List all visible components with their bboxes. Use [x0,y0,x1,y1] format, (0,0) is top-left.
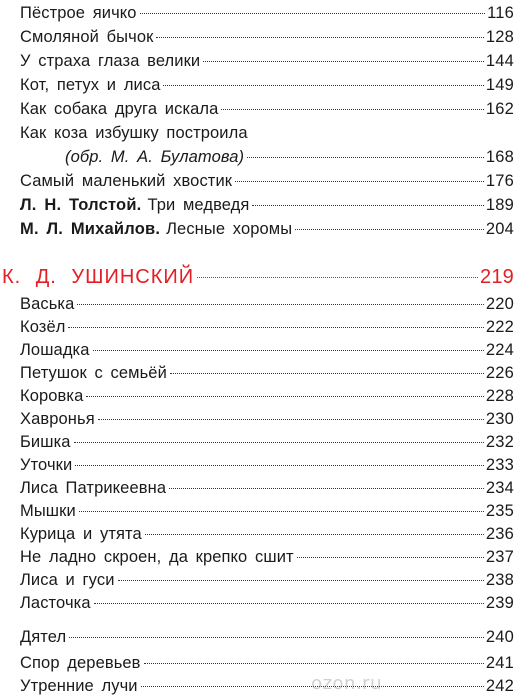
dot-leader [252,205,483,206]
entry-author: Л. Н. Толстой. [20,196,142,214]
entry-title: Мышки [20,502,76,520]
entry-title: Смоляной бычок [20,28,154,46]
entry-page: 239 [485,594,514,612]
toc-entry [0,218,532,240]
dot-leader [203,61,484,62]
entry-title: Три медведя [147,196,250,214]
toc-entry [0,74,532,96]
entry-title: Бишка [20,433,71,451]
entry-title: Кот, петух и лиса [20,76,161,94]
toc-entry [0,362,532,384]
entry-page: 189 [485,196,514,214]
toc-entry [0,339,532,361]
entry-page: 233 [485,456,514,474]
entry-title: Лесные хоромы [166,220,293,238]
dot-leader [144,663,484,664]
dot-leader [156,37,483,38]
entry-page: 222 [485,318,514,336]
entry-title: Коровка [20,387,84,405]
toc-entry [0,569,532,591]
dot-leader [98,419,484,420]
entry-page: 116 [487,4,514,22]
entry-page: 204 [485,220,514,238]
toc-entry [0,316,532,338]
entry-title: Спор деревьев [20,654,141,672]
entry-page: 176 [485,172,514,190]
toc-entry [0,385,532,407]
toc-entry [0,675,532,697]
dot-leader [170,373,484,374]
entry-page: 236 [485,525,514,543]
toc-entry [0,194,532,216]
toc-entry [0,431,532,453]
entry-title: Уточки [20,456,73,474]
entry-title: Самый маленький хвостик [20,172,233,190]
entry-page: 237 [485,548,514,566]
entry-page: 220 [485,295,514,313]
entry-title: (обр. М. А. Булатова) [65,148,245,166]
dot-leader [75,465,484,466]
entry-page: 168 [485,148,514,166]
toc-entry [0,146,532,168]
dot-leader [145,534,484,535]
dot-leader [197,277,478,278]
dot-leader [79,511,484,512]
entry-title: Козёл [20,318,66,336]
entry-title: У страха глаза велики [20,52,201,70]
toc-entry [0,50,532,72]
toc-entry [0,592,532,614]
dot-leader [247,157,484,158]
toc-entry [0,170,532,192]
dot-leader [68,327,483,328]
section-title: К. Д. УШИНСКИЙ [2,266,195,288]
dot-leader [235,181,484,182]
dot-leader [74,442,484,443]
entry-title: Лиса и гуси [20,571,115,589]
toc-entry [0,626,532,648]
entry-page: 235 [485,502,514,520]
entry-page: 238 [485,571,514,589]
entry-title: Лошадка [20,341,90,359]
entry-title: Хавронья [20,410,95,428]
dot-leader [93,350,484,351]
toc-entry [0,98,532,120]
toc-entry [0,477,532,499]
dot-leader [86,396,483,397]
entry-title: Ласточка [20,594,91,612]
watermark: ozon.ru [311,673,382,694]
dot-leader [77,304,483,305]
entry-page: 128 [485,28,514,46]
dot-leader [295,229,484,230]
dot-leader [140,13,486,14]
entry-title: Васька [20,295,75,313]
toc-entry [0,523,532,545]
dot-leader [94,603,484,604]
entry-page: 242 [485,677,514,695]
entry-title: Утренние лучи [20,677,138,695]
entry-page: 234 [485,479,514,497]
section-page: 219 [480,266,514,288]
dot-leader [297,557,484,558]
toc-entry [0,122,532,144]
toc-entry [0,293,532,315]
dot-leader [69,637,484,638]
entry-page: 149 [485,76,514,94]
entry-page: 228 [485,387,514,405]
entry-title: Курица и утята [20,525,142,543]
entry-title: Как коза избушку построила [20,124,248,142]
entry-page: 226 [485,364,514,382]
toc-entry [0,652,532,674]
toc-entry [0,500,532,522]
entry-page: 230 [485,410,514,428]
dot-leader [221,109,483,110]
entry-author: М. Л. Михайлов. [20,220,161,238]
entry-title: Лиса Патрикеевна [20,479,167,497]
entry-title: Дятел [20,628,67,646]
entry-title: Как собака друга искала [20,100,219,118]
toc-entry [0,546,532,568]
entry-page: 240 [485,628,514,646]
dot-leader [169,488,484,489]
toc-entry [0,2,532,24]
entry-page: 232 [485,433,514,451]
entry-title: Не ладно скроен, да крепко сшит [20,548,294,566]
entry-title: Пёстрое яичко [20,4,137,22]
entry-page: 162 [485,100,514,118]
toc-entry [0,26,532,48]
entry-page: 144 [485,52,514,70]
entry-title: Петушок с семьёй [20,364,167,382]
toc-entry [0,454,532,476]
dot-leader [163,85,483,86]
section-heading [0,263,532,291]
entry-page: 224 [485,341,514,359]
entry-page: 241 [485,654,514,672]
dot-leader [118,580,484,581]
toc-entry [0,408,532,430]
